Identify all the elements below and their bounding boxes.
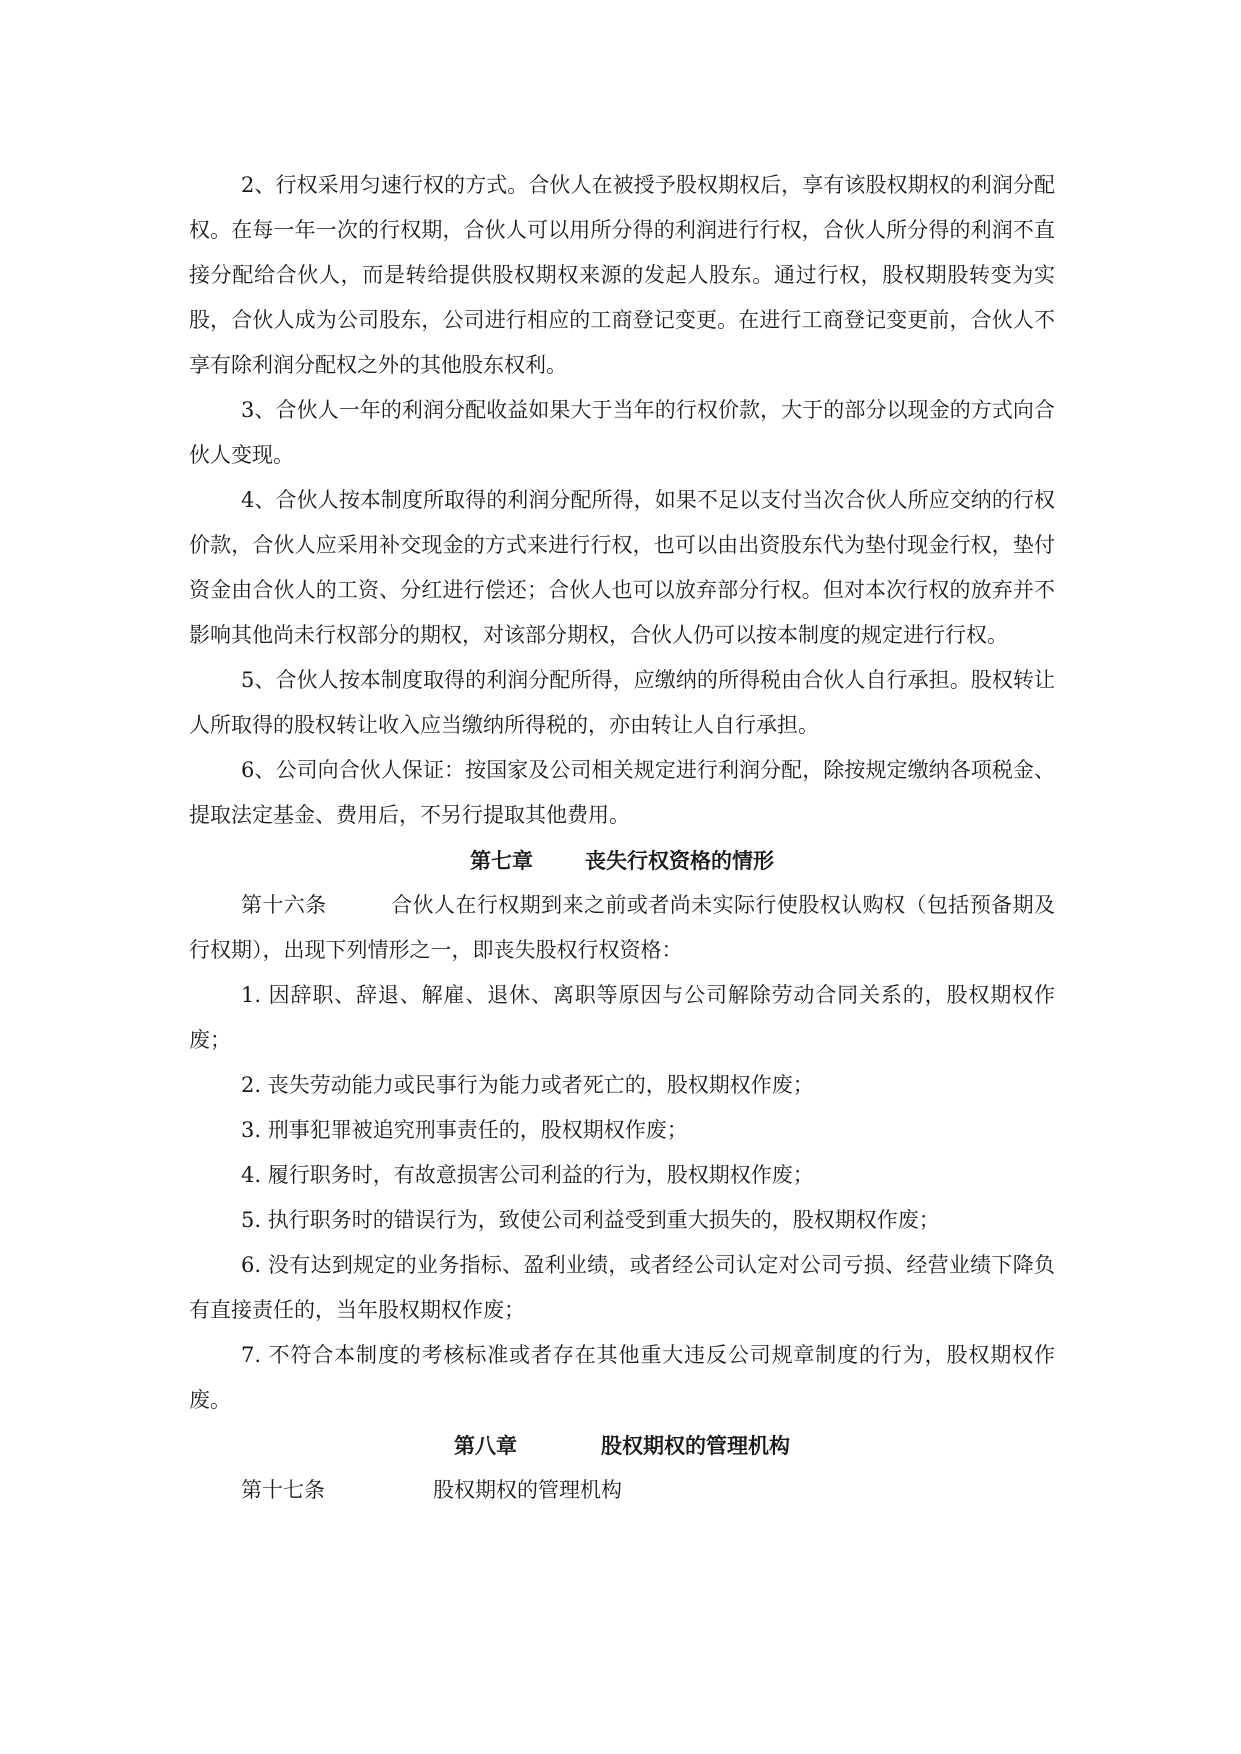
paragraph-3: 3、合伙人一年的利润分配收益如果大于当年的行权价款，大于的部分以现金的方式向合伙人变现。 [189, 398, 1055, 467]
paragraph-6: 6、公司向合伙人保证：按国家及公司相关规定进行利润分配，除按规定缴纳各项税金、提取法定基金、费用后，不另行提取其他费用。 [189, 758, 1055, 827]
item-3: 3. 刑事犯罪被追究刑事责任的，股权期权作废； [241, 1118, 688, 1142]
item-5: 5. 执行职务时的错误行为，致使公司利益受到重大损失的，股权期权作废； [241, 1208, 940, 1232]
item-1: 1. 因辞职、辞退、解雇、退休、离职等原因与公司解除劳动合同关系的，股权期权作废； [189, 983, 1055, 1052]
chapter-7-heading [189, 838, 1055, 883]
item-7: 7. 不符合本制度的考核标准或者存在其他重大违反公司规章制度的行为，股权期权作废。 [189, 1343, 1055, 1412]
paragraph-5: 5、合伙人按本制度取得的利润分配所得，应缴纳的所得税由合伙人自行承担。股权转让人所取得的股权转让收入应当缴纳所得税的，亦由转让人自行承担。 [189, 668, 1055, 737]
article-16-number: 第十六条 [241, 893, 327, 917]
item-6: 6. 没有达到规定的业务指标、盈利业绩，或者经公司认定对公司亏损、经营业绩下降负有直接责任的，当年股权期权作废； [189, 1253, 1055, 1322]
chapter-7-title: 丧失行权资格的情形 [585, 848, 774, 873]
chapter-7-number: 第七章 [470, 848, 533, 873]
chapter-8-title: 股权期权的管理机构 [601, 1433, 790, 1458]
chapter-8-number: 第八章 [454, 1433, 517, 1458]
article-17-number: 第十七条 [241, 1478, 325, 1502]
article-16-text: 合伙人在行权期到来之前或者尚未实际行使股权认购权（包括预备期及行权期），出现下列情形之一，即丧失股权行权资格： [189, 893, 1056, 962]
item-2: 2. 丧失劳动能力或民事行为能力或者死亡的，股权期权作废； [241, 1073, 814, 1097]
article-16 [189, 883, 1055, 973]
paragraph-4: 4、合伙人按本制度所取得的利润分配所得，如果不足以支付当次合伙人所应交纳的行权价款，合伙人应采用补交现金的方式来进行行权，也可以由出资股东代为垫付现金行权，垫付资金由合伙人的工资、分红进行偿还；合伙人也可以放弃部分行权。但对本次行权的放弃并不影响其他尚未行权部分的期权，对该部分期权，合伙人仍可以按本制度的规定进行行权。 [189, 488, 1055, 647]
chapter-8-heading [189, 1423, 1055, 1468]
article-17 [189, 1468, 1055, 1513]
item-4: 4. 履行职务时，有故意损害公司利益的行为，股权期权作废； [241, 1163, 814, 1187]
article-17-text: 股权期权的管理机构 [433, 1478, 622, 1502]
paragraph-2: 2、行权采用匀速行权的方式。合伙人在被授予股权期权后，享有该股权期权的利润分配权。在每一年一次的行权期，合伙人可以用所分得的利润进行行权，合伙人所分得的利润不直接分配给合伙人，而是转给提供股权期权来源的发起人股东。通过行权，股权期股转变为实股，合伙人成为公司股东，公司进行相应的工商登记变更。在进行工商登记变更前，合伙人不享有除利润分配权之外的其他股东权利。 [189, 173, 1055, 377]
document-page [189, 163, 1055, 1513]
